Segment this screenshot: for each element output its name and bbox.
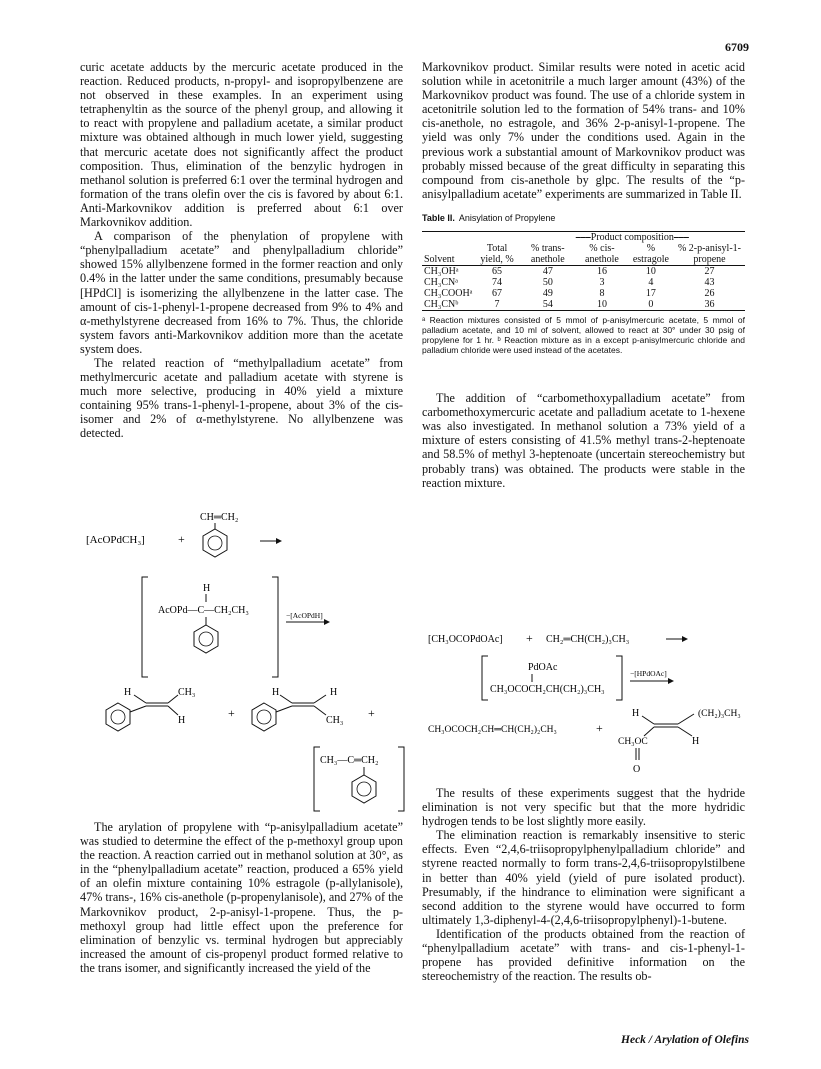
right-paragraph-2: The addition of “carbomethoxypalladium acetate” from carbomethoxymercuric acetate and palladium acetate to 1-hexene was also investigated. In methanol solution a 73% yield of a mixture of esters consisting of 41.5% methyl trans-2-heptenoate and 58.5% of methyl 3-heptenoate (uncertain stereochemistry but probably trans) was obtained. The products were stable in the reaction mixture. [422,391,745,490]
right-bottom-column [422,786,745,983]
table-cell: 27 [704,266,715,278]
scheme2-product-1: CH₃OCOCH₂CH═CH(CH₂)₂CH₃ [428,725,557,735]
table-row [422,277,745,288]
scheme1-minus-label: −[AcOPdH] [286,611,323,620]
header-estragole: % estragole [628,243,674,266]
scheme1-reagent: [AcOPdCH₃] [86,534,145,546]
scheme2-pdoac: PdOAc [528,662,558,673]
scheme2-ester: CH₃OC [618,737,648,747]
benzene-ring-icon [252,703,276,731]
right-bottom-paragraph-1: The results of these experiments suggest that the hydride elimination is not very specific but that the more hydridic hydrogen tends to be lost slightly more easily. [422,786,745,829]
scheme1-plus-3: + [368,706,375,720]
left-bottom-column [80,820,403,975]
scheme1-acopd: AcOPd—C—CH₂CH₃ [158,605,249,616]
methylpalladium-scheme [80,505,410,815]
table-label: Table II. [422,212,455,223]
table-cell: 50 [542,277,553,289]
scheme1-vinyl: CH═CH₂ [200,512,239,523]
table-cell: 74 [492,277,503,289]
table-group-header-row [422,232,745,244]
table-cell: CH₃CNᵇ [422,299,474,311]
table-cell: CH₃OHᵃ [424,266,459,278]
table-row [422,266,745,278]
table-cell: CH₃COOHᵃ [424,288,473,300]
scheme2-minus-label: −[HPdOAc] [630,669,667,678]
table-cell: 3 [599,277,605,289]
scheme2-alkene: CH₂═CH(CH₂)₃CH₃ [546,634,630,645]
header-trans-anethole: % trans-anethole [520,243,576,266]
benzene-ring-icon [194,625,218,653]
header-total-yield: Total yield, % [474,243,519,266]
table-cell: 43 [704,277,715,289]
left-bottom-paragraph: The arylation of propylene with “p-anisylpalladium acetate” was studied to determine the effect of the p-methoxyl group upon the reaction. A reaction carried out in methanol solution at 30°, as in the “phenylpalladium acetate” reaction, produced a 65% yield of an olefin mixture containing 10% estragole (p-allylanisole), 47% trans-, 16% cis-anethole (p-propenylanisole), and 27% of the Markovnikov product, 2-p-anisyl-1-propene. Thus, the p-methoxyl group had little effect upon the preference for elimination of benzylic vs. terminal hydrogen but appreciably increased the amount of cis-propenyl product formed relative to the trans isomer, and significantly increased the yield of the [80,820,403,975]
table-cell: 65 [492,266,503,278]
scheme1-ch3-a: CH₃ [178,687,196,698]
table-cell: 36 [674,299,745,311]
scheme2-reagent: [CH₃OCOPdOAc] [428,634,503,645]
table-row [422,288,745,299]
benzene-ring-icon [203,529,227,557]
table-row [422,299,745,311]
scheme1-plus-2: + [228,706,235,720]
left-paragraph-3: The related reaction of “methylpalladium acetate” from methylmercuric acetate and palladium acetate with styrene is much more selective, producing in 40% yield a mixture containing 95% trans-1-phenyl-1-propene, about 3% of the cis-isomer and 2% of α-methylstyrene. No allylbenzene was detected. [80,355,403,441]
table-cell: 4 [648,277,654,289]
table-group-header: ⎯⎯⎯Product composition⎯⎯⎯ [575,232,689,244]
header-cis-anethole: % cis-anethole [576,243,628,266]
scheme1-h-d: H [330,687,338,698]
scheme1-h-a: H [124,687,132,698]
carbomethoxy-scheme [422,628,752,778]
benzene-ring-icon [352,775,376,803]
scheme2-h-b: H [692,736,700,747]
scheme2-plus-1: + [526,631,533,645]
scheme1-methylstyrene: CH₃—C═CH₂ [320,755,379,766]
left-paragraph-1: curic acetate adducts by the mercuric acetate produced in the reaction. Reduced products, n-propyl- and isopropylbenzene are not observed in these examples. In an experiment using tetraphenyltin as the source of the phenyl group, and allowing it to react with propylene and palladium acetate, a similar product mixture was obtained although in much lower yield, suggesting that mercuric acetate does not significantly affect the product composition. Thus, elimination of the benzylic hydrogen in methanol solution is preferred 6:1 over the terminal hydrogen and formation of the trans olefin over the cis is favored by about 6:1. Anti-Markovnikov addition is preferred about 6:1 over Markovnikov addition. [80,60,403,230]
header-anisylpropene: % 2-p-anisyl-1-propene [674,243,745,266]
page-number: 6709 [725,40,749,54]
scheme1-plus-1: + [178,532,185,546]
table-cell: 10 [645,266,656,278]
table-footnote: ᵃ Reaction mixtures consisted of 5 mmol of p-anisylmercuric acetate, 5 mmol of palladium acetate, and 10 ml of solvent, allowed to react at 30° under 30 psig of propylene for 1 hr. ᵇ Reaction mixture as in a except p-anisylmercuric chloride and palladium chloride were used instead of the acetates. [422,315,745,356]
anisylation-table [422,231,745,311]
left-column [80,60,403,441]
header-solvent: Solvent [422,243,474,266]
table-cell: 7 [474,299,519,311]
table-cell: 49 [542,288,553,300]
scheme1-h: H [203,583,211,594]
table-cell: 16 [596,266,607,278]
right-paragraph-1: Markovnikov product. Similar results were noted in acetic acid solution while in acetonitrile a much larger amount (43%) of the Markovnikov product was found. The use of a chloride system in acetonitrile solution led to the formation of 54% trans- and 10% cis-anethole, no estragole, and 36% 2-p-anisyl-1-propene. The yield was only 7% under the conditions used. Again in the previous work a substantial amount of Markovnikov product was probably missed because of the great difficulty in separating this compound from cis-anethole by glpc. The results of the “p-anisylpalladium acetate” experiments are summarized in Table II. [422,60,745,201]
scheme2-intermediate: CH₃OCOCH₂CH(CH₂)₃CH₃ [490,684,605,695]
right-column [422,60,745,490]
scheme2-butyl: (CH₂)₃CH₃ [698,709,741,719]
scheme1-h-b: H [178,715,186,726]
right-bottom-paragraph-2: The elimination reaction is remarkably insensitive to steric effects. Even “2,4,6-triisopropylphenylpalladium chloride” and styrene reacted normally to form trans-2,4,6-triisopropylstilbene in better than 40% yield (yield of pure isolated product). Presumably, if the hindrance to elimination were significant a second addition to the styrene would have occurred to form ultimately 1,3-diphenyl-4-(2,4,6-triisopropylphenyl)-1-butene. [422,828,745,927]
table-caption [422,211,745,225]
table-cell: 0 [628,299,674,311]
table-cell: 26 [704,288,715,300]
right-bottom-paragraph-3: Identification of the products obtained from the reaction of “phenylpalladium acetate” with trans- and cis-1-phenyl-1-propene has provided definitive information on the stereochemistry of the reaction. The results ob- [422,926,745,984]
table-cell: 47 [542,266,553,278]
table-cell: 67 [492,288,503,300]
running-footer: Heck / Arylation of Olefins [621,1034,749,1046]
table-header-row [422,243,745,266]
scheme1-ch3-b: CH₃ [326,715,344,726]
table-cell: 17 [645,288,656,300]
table-cell: 8 [599,288,605,300]
table-cell: 54 [520,299,576,311]
table-title: Anisylation of Propylene [458,212,556,223]
scheme1-h-c: H [272,687,280,698]
table-cell: 10 [576,299,628,311]
left-paragraph-2: A comparison of the phenylation of propylene with “phenylpalladium acetate” and phenylpalladium chloride” showed 15% allylbenzene formed in the former reaction and only 0.4% in the latter under the same conditions, presumably because [HPdCl] is isomerizing the allylbenzene in the latter case. The amount of cis-1-phenyl-1-propene decreased from 9% to 4% and α-methylstyrene decreased from 16% to 7%. Thus, the chloride system favors anti-Markovnikov addition more than the acetate system does. [80,229,403,356]
table-cell: CH₃CNᵃ [424,277,459,289]
benzene-ring-icon [106,703,130,731]
scheme2-plus-2: + [596,721,603,735]
scheme2-o: O [633,764,641,775]
scheme2-h-a: H [632,708,640,719]
